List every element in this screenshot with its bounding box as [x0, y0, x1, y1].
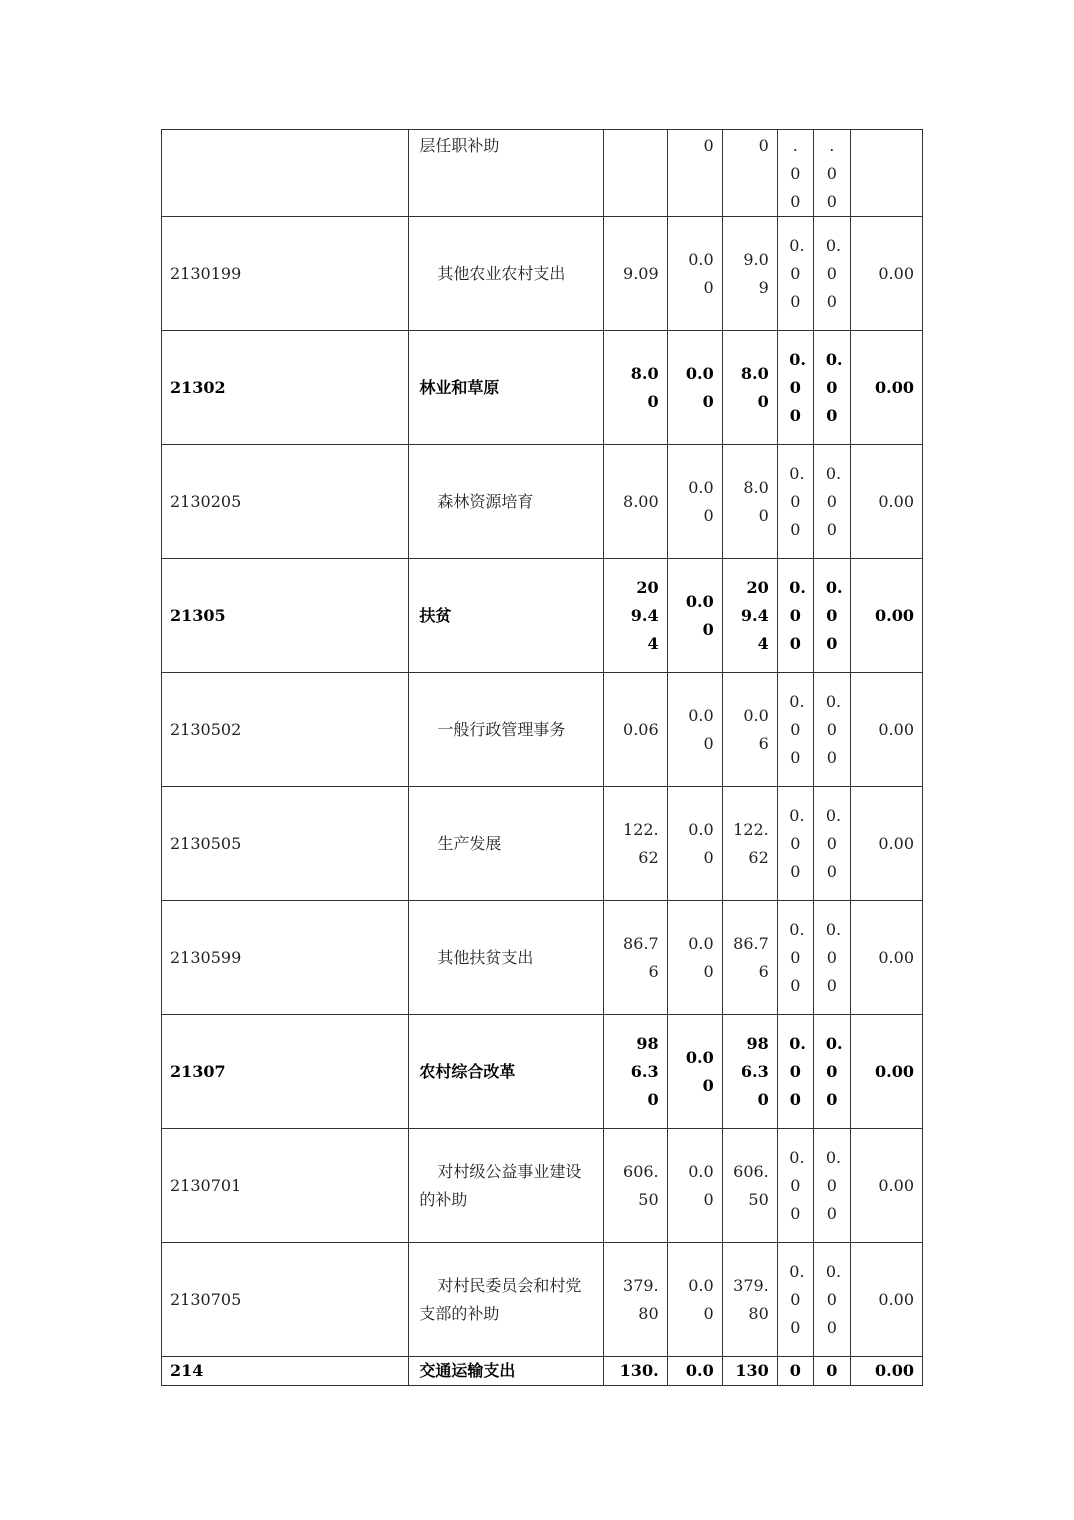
table-row — [162, 1129, 923, 1243]
name-cell: 林业和草原 — [409, 331, 603, 445]
code-cell: 21302 — [162, 331, 409, 445]
value-cell: 0.00 — [813, 901, 850, 1015]
value-cell: 0.00 — [777, 673, 813, 787]
value-cell: 86.76 — [722, 901, 777, 1015]
table-row — [162, 787, 923, 901]
code-cell: 214 — [162, 1357, 409, 1386]
name-cell: 一般行政管理事务 — [409, 673, 603, 787]
value-cell: 0.00 — [850, 331, 922, 445]
code-cell: 2130705 — [162, 1243, 409, 1357]
name-cell: 其他农业农村支出 — [409, 217, 603, 331]
table-row — [162, 901, 923, 1015]
value-cell: 0.00 — [777, 559, 813, 673]
name-cell: 交通运输支出 — [409, 1357, 603, 1386]
value-cell: 0.00 — [813, 331, 850, 445]
value-cell: 130 — [722, 1357, 777, 1386]
value-cell: 0.00 — [667, 559, 722, 673]
value-cell: 0.00 — [850, 217, 922, 331]
code-cell: 21305 — [162, 559, 409, 673]
table-row — [162, 1243, 923, 1357]
value-cell: 379.80 — [722, 1243, 777, 1357]
value-cell: 0.00 — [813, 1129, 850, 1243]
value-cell: 209.44 — [603, 559, 667, 673]
name-cell: 其他扶贫支出 — [409, 901, 603, 1015]
table-row — [162, 217, 923, 331]
value-cell: .00 — [813, 130, 850, 217]
value-cell: 0.00 — [813, 445, 850, 559]
name-cell: 扶贫 — [409, 559, 603, 673]
table-row — [162, 331, 923, 445]
value-cell: .00 — [777, 130, 813, 217]
value-cell: 86.76 — [603, 901, 667, 1015]
value-cell: 0.00 — [667, 217, 722, 331]
table-row — [162, 559, 923, 673]
value-cell: 0.00 — [667, 673, 722, 787]
value-cell: 0.00 — [777, 1129, 813, 1243]
value-cell: 606.50 — [603, 1129, 667, 1243]
budget-table — [161, 129, 923, 1386]
table-row — [162, 673, 923, 787]
value-cell: 209.44 — [722, 559, 777, 673]
value-cell: 0 — [813, 1357, 850, 1386]
code-cell: 2130599 — [162, 901, 409, 1015]
name-cell: 对村级公益事业建设的补助 — [409, 1129, 603, 1243]
value-cell: 0.00 — [850, 1129, 922, 1243]
value-cell: 0.00 — [777, 217, 813, 331]
value-cell: 0.00 — [777, 331, 813, 445]
value-cell: 8.00 — [722, 445, 777, 559]
table-row — [162, 445, 923, 559]
value-cell: 0.00 — [777, 1243, 813, 1357]
value-cell: 0.00 — [667, 445, 722, 559]
value-cell: 0 — [722, 130, 777, 217]
value-cell: 0.00 — [850, 1357, 922, 1386]
name-cell: 生产发展 — [409, 787, 603, 901]
value-cell — [850, 130, 922, 217]
value-cell: 0.06 — [603, 673, 667, 787]
value-cell: 0 — [667, 130, 722, 217]
value-cell: 122.62 — [722, 787, 777, 901]
value-cell: 0.00 — [813, 217, 850, 331]
value-cell: 0.00 — [813, 1015, 850, 1129]
code-cell: 2130701 — [162, 1129, 409, 1243]
value-cell: 986.30 — [603, 1015, 667, 1129]
name-cell: 农村综合改革 — [409, 1015, 603, 1129]
value-cell: 8.00 — [603, 445, 667, 559]
value-cell: 9.09 — [722, 217, 777, 331]
value-cell: 0.00 — [777, 445, 813, 559]
value-cell: 0.00 — [667, 1129, 722, 1243]
value-cell: 0.00 — [667, 901, 722, 1015]
table-row — [162, 130, 923, 217]
code-cell: 2130505 — [162, 787, 409, 901]
value-cell: 8.00 — [722, 331, 777, 445]
value-cell: 0.00 — [850, 1015, 922, 1129]
code-cell — [162, 130, 409, 217]
value-cell: 0 — [777, 1357, 813, 1386]
value-cell: 0.00 — [850, 559, 922, 673]
value-cell — [603, 130, 667, 217]
code-cell: 2130502 — [162, 673, 409, 787]
value-cell: 130. — [603, 1357, 667, 1386]
value-cell: 0.00 — [667, 1243, 722, 1357]
name-cell: 对村民委员会和村党支部的补助 — [409, 1243, 603, 1357]
value-cell: 379.80 — [603, 1243, 667, 1357]
value-cell: 0.00 — [667, 787, 722, 901]
value-cell: 0.00 — [850, 673, 922, 787]
value-cell: 0.00 — [777, 1015, 813, 1129]
value-cell: 0.00 — [850, 787, 922, 901]
name-cell: 森林资源培育 — [409, 445, 603, 559]
value-cell: 8.00 — [603, 331, 667, 445]
value-cell: 0.00 — [813, 787, 850, 901]
value-cell: 0.00 — [777, 787, 813, 901]
value-cell: 0.00 — [667, 1015, 722, 1129]
value-cell: 0.00 — [813, 1243, 850, 1357]
code-cell: 2130205 — [162, 445, 409, 559]
value-cell: 0.00 — [850, 445, 922, 559]
value-cell: 122.62 — [603, 787, 667, 901]
value-cell: 0.00 — [777, 901, 813, 1015]
code-cell: 2130199 — [162, 217, 409, 331]
value-cell: 606.50 — [722, 1129, 777, 1243]
value-cell: 0.06 — [722, 673, 777, 787]
value-cell: 0.00 — [813, 559, 850, 673]
value-cell: 0.0 — [667, 1357, 722, 1386]
table-row — [162, 1357, 923, 1386]
value-cell: 0.00 — [667, 331, 722, 445]
value-cell: 0.00 — [850, 901, 922, 1015]
value-cell: 9.09 — [603, 217, 667, 331]
code-cell: 21307 — [162, 1015, 409, 1129]
table-row — [162, 1015, 923, 1129]
value-cell: 0.00 — [813, 673, 850, 787]
value-cell: 0.00 — [850, 1243, 922, 1357]
name-cell: 层任职补助 — [409, 130, 603, 217]
value-cell: 986.30 — [722, 1015, 777, 1129]
